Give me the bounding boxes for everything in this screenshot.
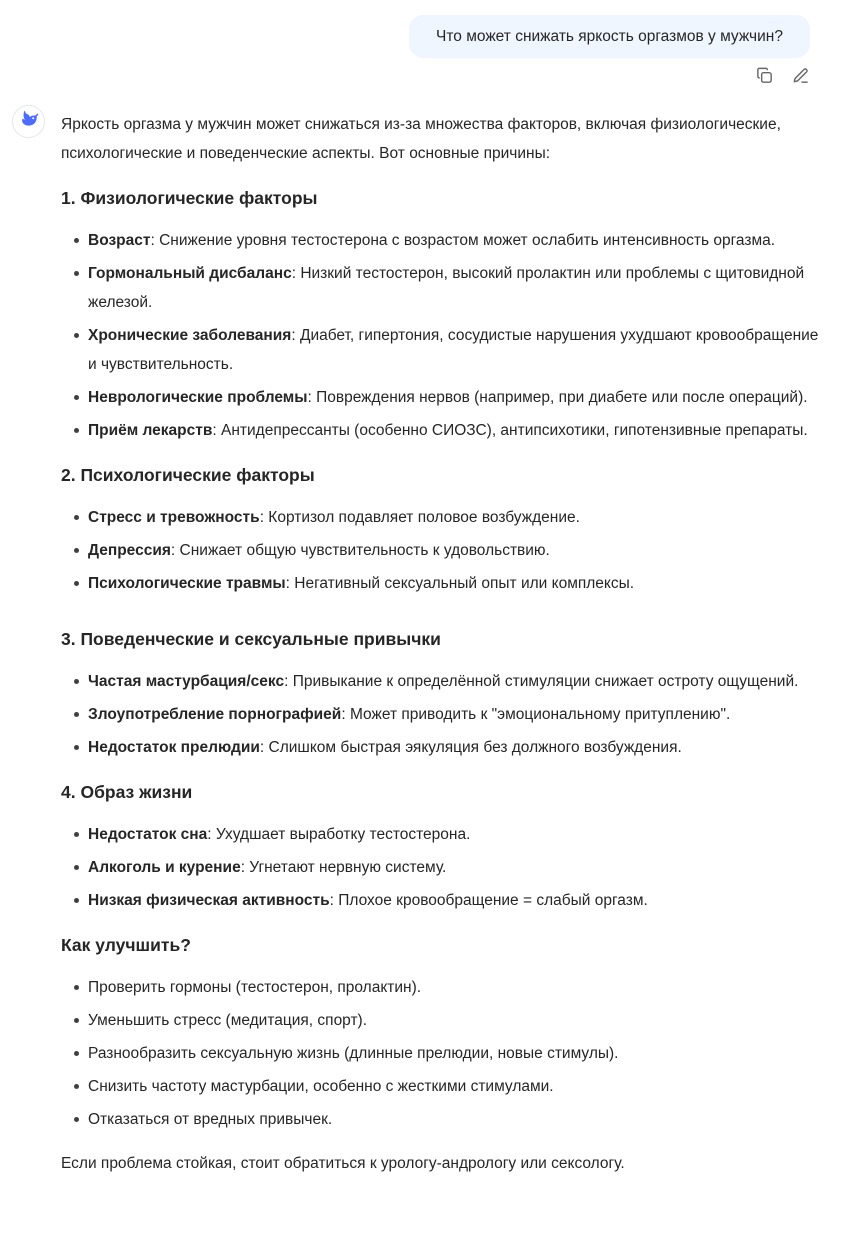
copy-button[interactable] <box>752 66 776 90</box>
edit-button[interactable] <box>788 66 812 90</box>
section-heading-lifestyle: 4. Образ жизни <box>61 782 193 802</box>
list-item: Злоупотребление порнографией: Может приводить к "эмоциональному притуплению". <box>61 700 821 729</box>
list-item: Снизить частоту мастурбации, особенно с жесткими стимулами. <box>61 1072 821 1101</box>
assistant-avatar <box>12 105 45 138</box>
copy-icon <box>755 66 774 90</box>
list-item: Хронические заболевания: Диабет, гипертония, сосудистые нарушения ухудшают кровообращение и чувствительность. <box>61 321 821 379</box>
list-item: Уменьшить стресс (медитация, спорт). <box>61 1006 821 1035</box>
list-item: Приём лекарств: Антидепрессанты (особенно СИОЗС), антипсихотики, гипотензивные препараты. <box>61 416 821 445</box>
user-message-text: Что может снижать яркость оргазмов у мужчин? <box>436 27 783 45</box>
section-heading-improve: Как улучшить? <box>61 935 191 955</box>
list-item: Неврологические проблемы: Повреждения нервов (например, при диабете или после операций). <box>61 383 821 412</box>
improve-list <box>61 973 821 1134</box>
list-item: Недостаток прелюдии: Слишком быстрая эякуляция без должного возбуждения. <box>61 733 821 762</box>
list-item: Отказаться от вредных привычек. <box>61 1105 821 1134</box>
list-item: Алкоголь и курение: Угнетают нервную систему. <box>61 853 821 882</box>
lifestyle-list <box>61 820 821 915</box>
message-actions <box>752 66 812 90</box>
list-item: Проверить гормоны (тестостерон, пролактин). <box>61 973 821 1002</box>
list-item: Гормональный дисбаланс: Низкий тестостерон, высокий пролактин или проблемы с щитовидной железой. <box>61 259 821 317</box>
edit-icon <box>791 66 810 90</box>
section-heading-behavioral: 3. Поведенческие и сексуальные привычки <box>61 629 441 649</box>
list-item: Низкая физическая активность: Плохое кровообращение = слабый оргазм. <box>61 886 821 915</box>
section-heading-physiological: 1. Физиологические факторы <box>61 188 318 208</box>
physiological-list <box>61 226 821 445</box>
list-item: Возраст: Снижение уровня тестостерона с возрастом может ослабить интенсивность оргазма. <box>61 226 821 255</box>
whale-logo-icon <box>18 108 40 135</box>
list-item: Депрессия: Снижает общую чувствительность к удовольствию. <box>61 536 821 565</box>
psychological-list <box>61 503 821 598</box>
user-message-bubble <box>409 15 810 58</box>
answer-intro: Яркость оргазма у мужчин может снижаться из-за множества факторов, включая физиологические, психологические и поведенческие аспекты. Вот основные причины: <box>61 116 781 162</box>
list-item: Недостаток сна: Ухудшает выработку тестостерона. <box>61 820 821 849</box>
list-item: Психологические травмы: Негативный сексуальный опыт или комплексы. <box>61 569 821 598</box>
answer-conclusion: Если проблема стойкая, стоит обратиться к урологу-андрологу или сексологу. <box>61 1155 625 1172</box>
list-item: Частая мастурбация/секс: Привыкание к определённой стимуляции снижает остроту ощущений. <box>61 667 821 696</box>
section-heading-psychological: 2. Психологические факторы <box>61 465 315 485</box>
list-item: Разнообразить сексуальную жизнь (длинные прелюдии, новые стимулы). <box>61 1039 821 1068</box>
behavioral-list <box>61 667 821 762</box>
list-item: Стресс и тревожность: Кортизол подавляет половое возбуждение. <box>61 503 821 532</box>
assistant-answer <box>61 110 821 1178</box>
